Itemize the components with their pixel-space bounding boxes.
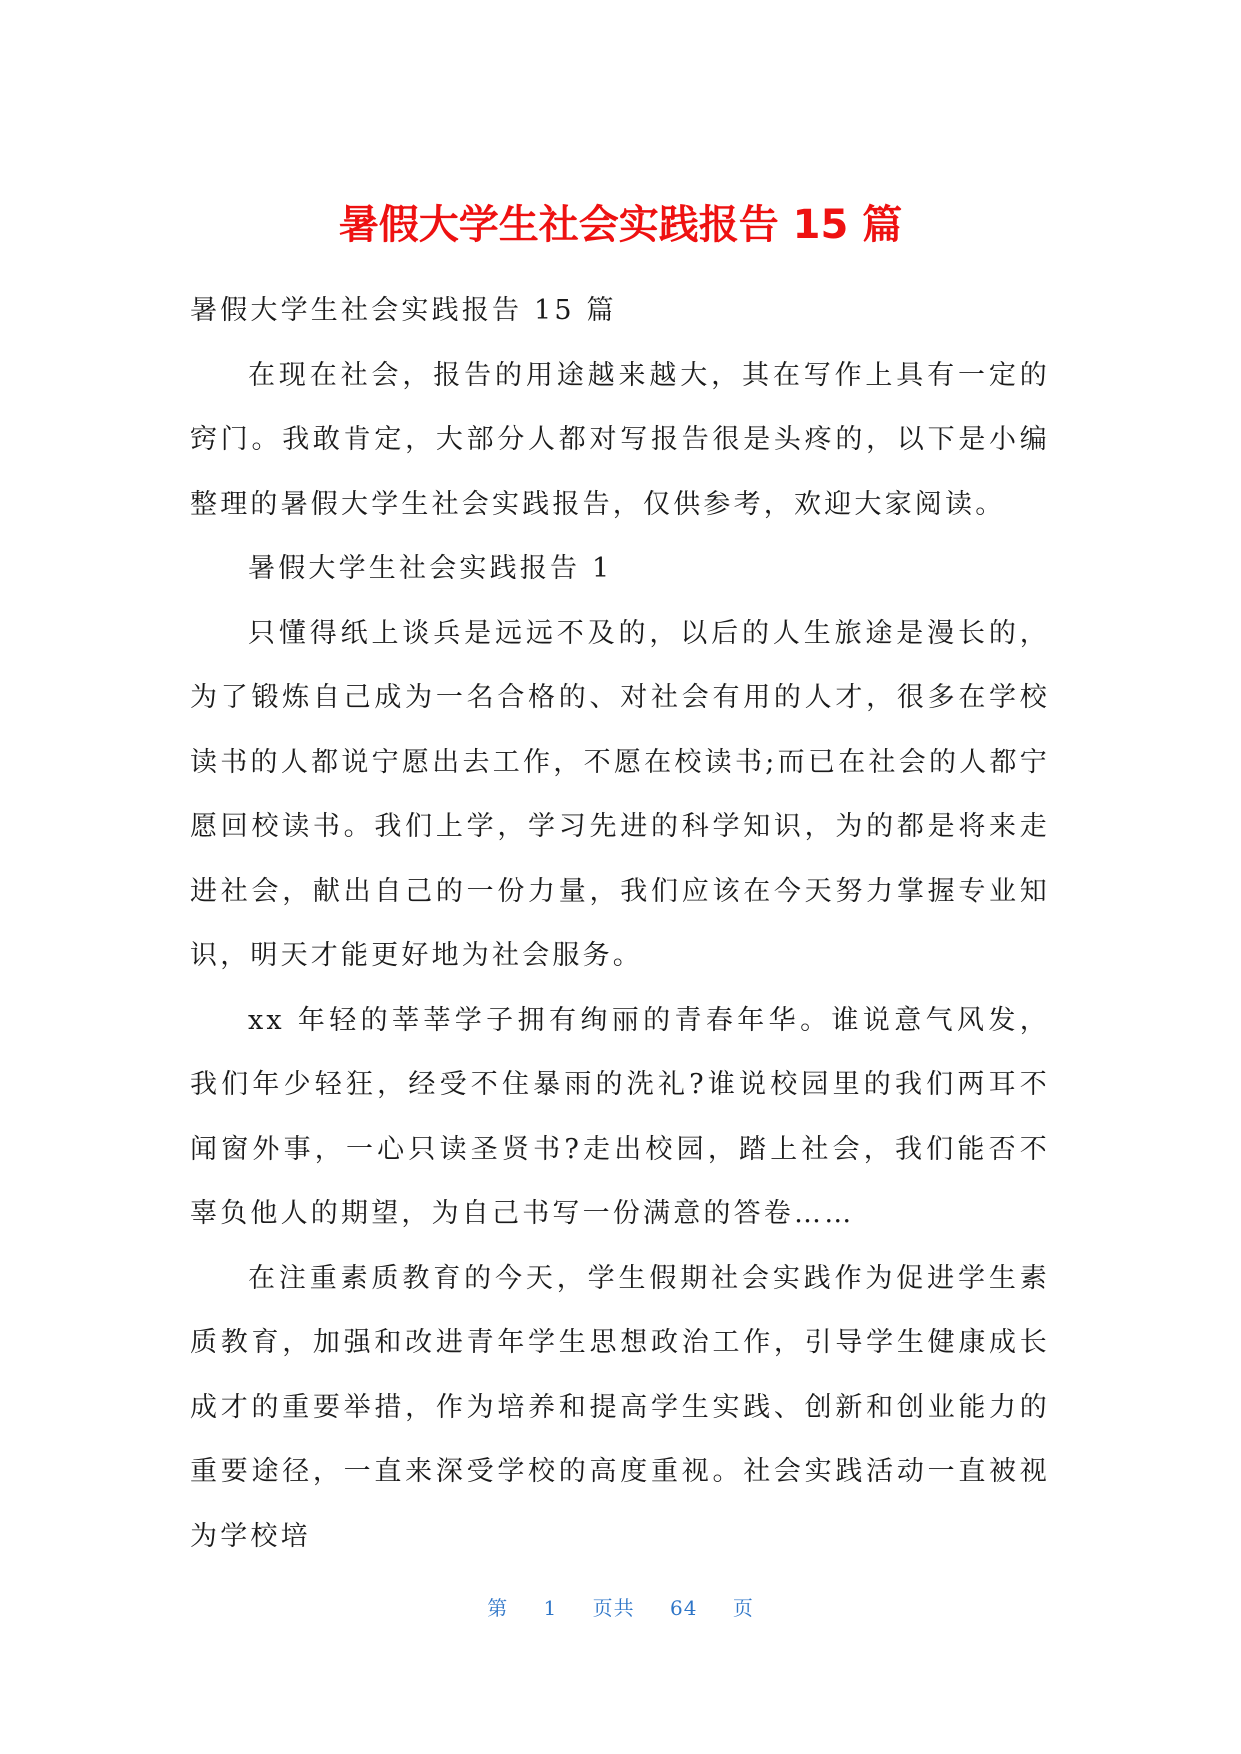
page-footer [0, 1594, 1241, 1622]
paragraph-intro: 在现在社会，报告的用途越来越大，其在写作上具有一定的窍门。我敢肯定，大部分人都对写报告很是头疼的，以下是小编整理的暑假大学生社会实践报告，仅供参考，欢迎大家阅读。 [190, 359, 1050, 520]
footer-prefix: 第 [487, 1596, 509, 1620]
paragraph: 在注重素质教育的今天，学生假期社会实践作为促进学生素质教育，加强和改进青年学生思想政治工作，引导学生健康成长成才的重要举措，作为培养和提高学生实践、创新和创业能力的重要途径，一直来深受学校的高度重视。社会实践活动一直被视为学校培 [190, 1262, 1050, 1552]
footer-total-pages: 64 [670, 1596, 698, 1620]
footer-middle: 页共 [592, 1596, 635, 1620]
footer-page-number: 1 [543, 1596, 558, 1620]
document-title: 暑假大学生社会实践报告 15 篇 [338, 202, 903, 248]
document-body [190, 279, 1050, 1569]
paragraph: xx 年轻的莘莘学子拥有绚丽的青春年华。谁说意气风发，我们年少轻狂，经受不住暴雨的洗礼?谁说校园里的我们两耳不闻窗外事，一心只读圣贤书?走出校园，踏上社会，我们能否不辜负他人的期望，为自己书写一份满意的答卷…… [190, 1004, 1050, 1229]
section-heading: 暑假大学生社会实践报告 1 [248, 553, 613, 584]
footer-suffix: 页 [732, 1596, 754, 1620]
paragraph-subtitle: 暑假大学生社会实践报告 15 篇 [190, 295, 617, 326]
paragraph: 只懂得纸上谈兵是远远不及的，以后的人生旅途是漫长的，为了锻炼自己成为一名合格的、对社会有用的人才，很多在学校读书的人都说宁愿出去工作，不愿在校读书;而已在社会的人都宁愿回校读书。我们上学，学习先进的科学知识，为的都是将来走进社会，献出自己的一份力量，我们应该在今天努力掌握专业知识，明天才能更好地为社会服务。 [190, 617, 1050, 971]
